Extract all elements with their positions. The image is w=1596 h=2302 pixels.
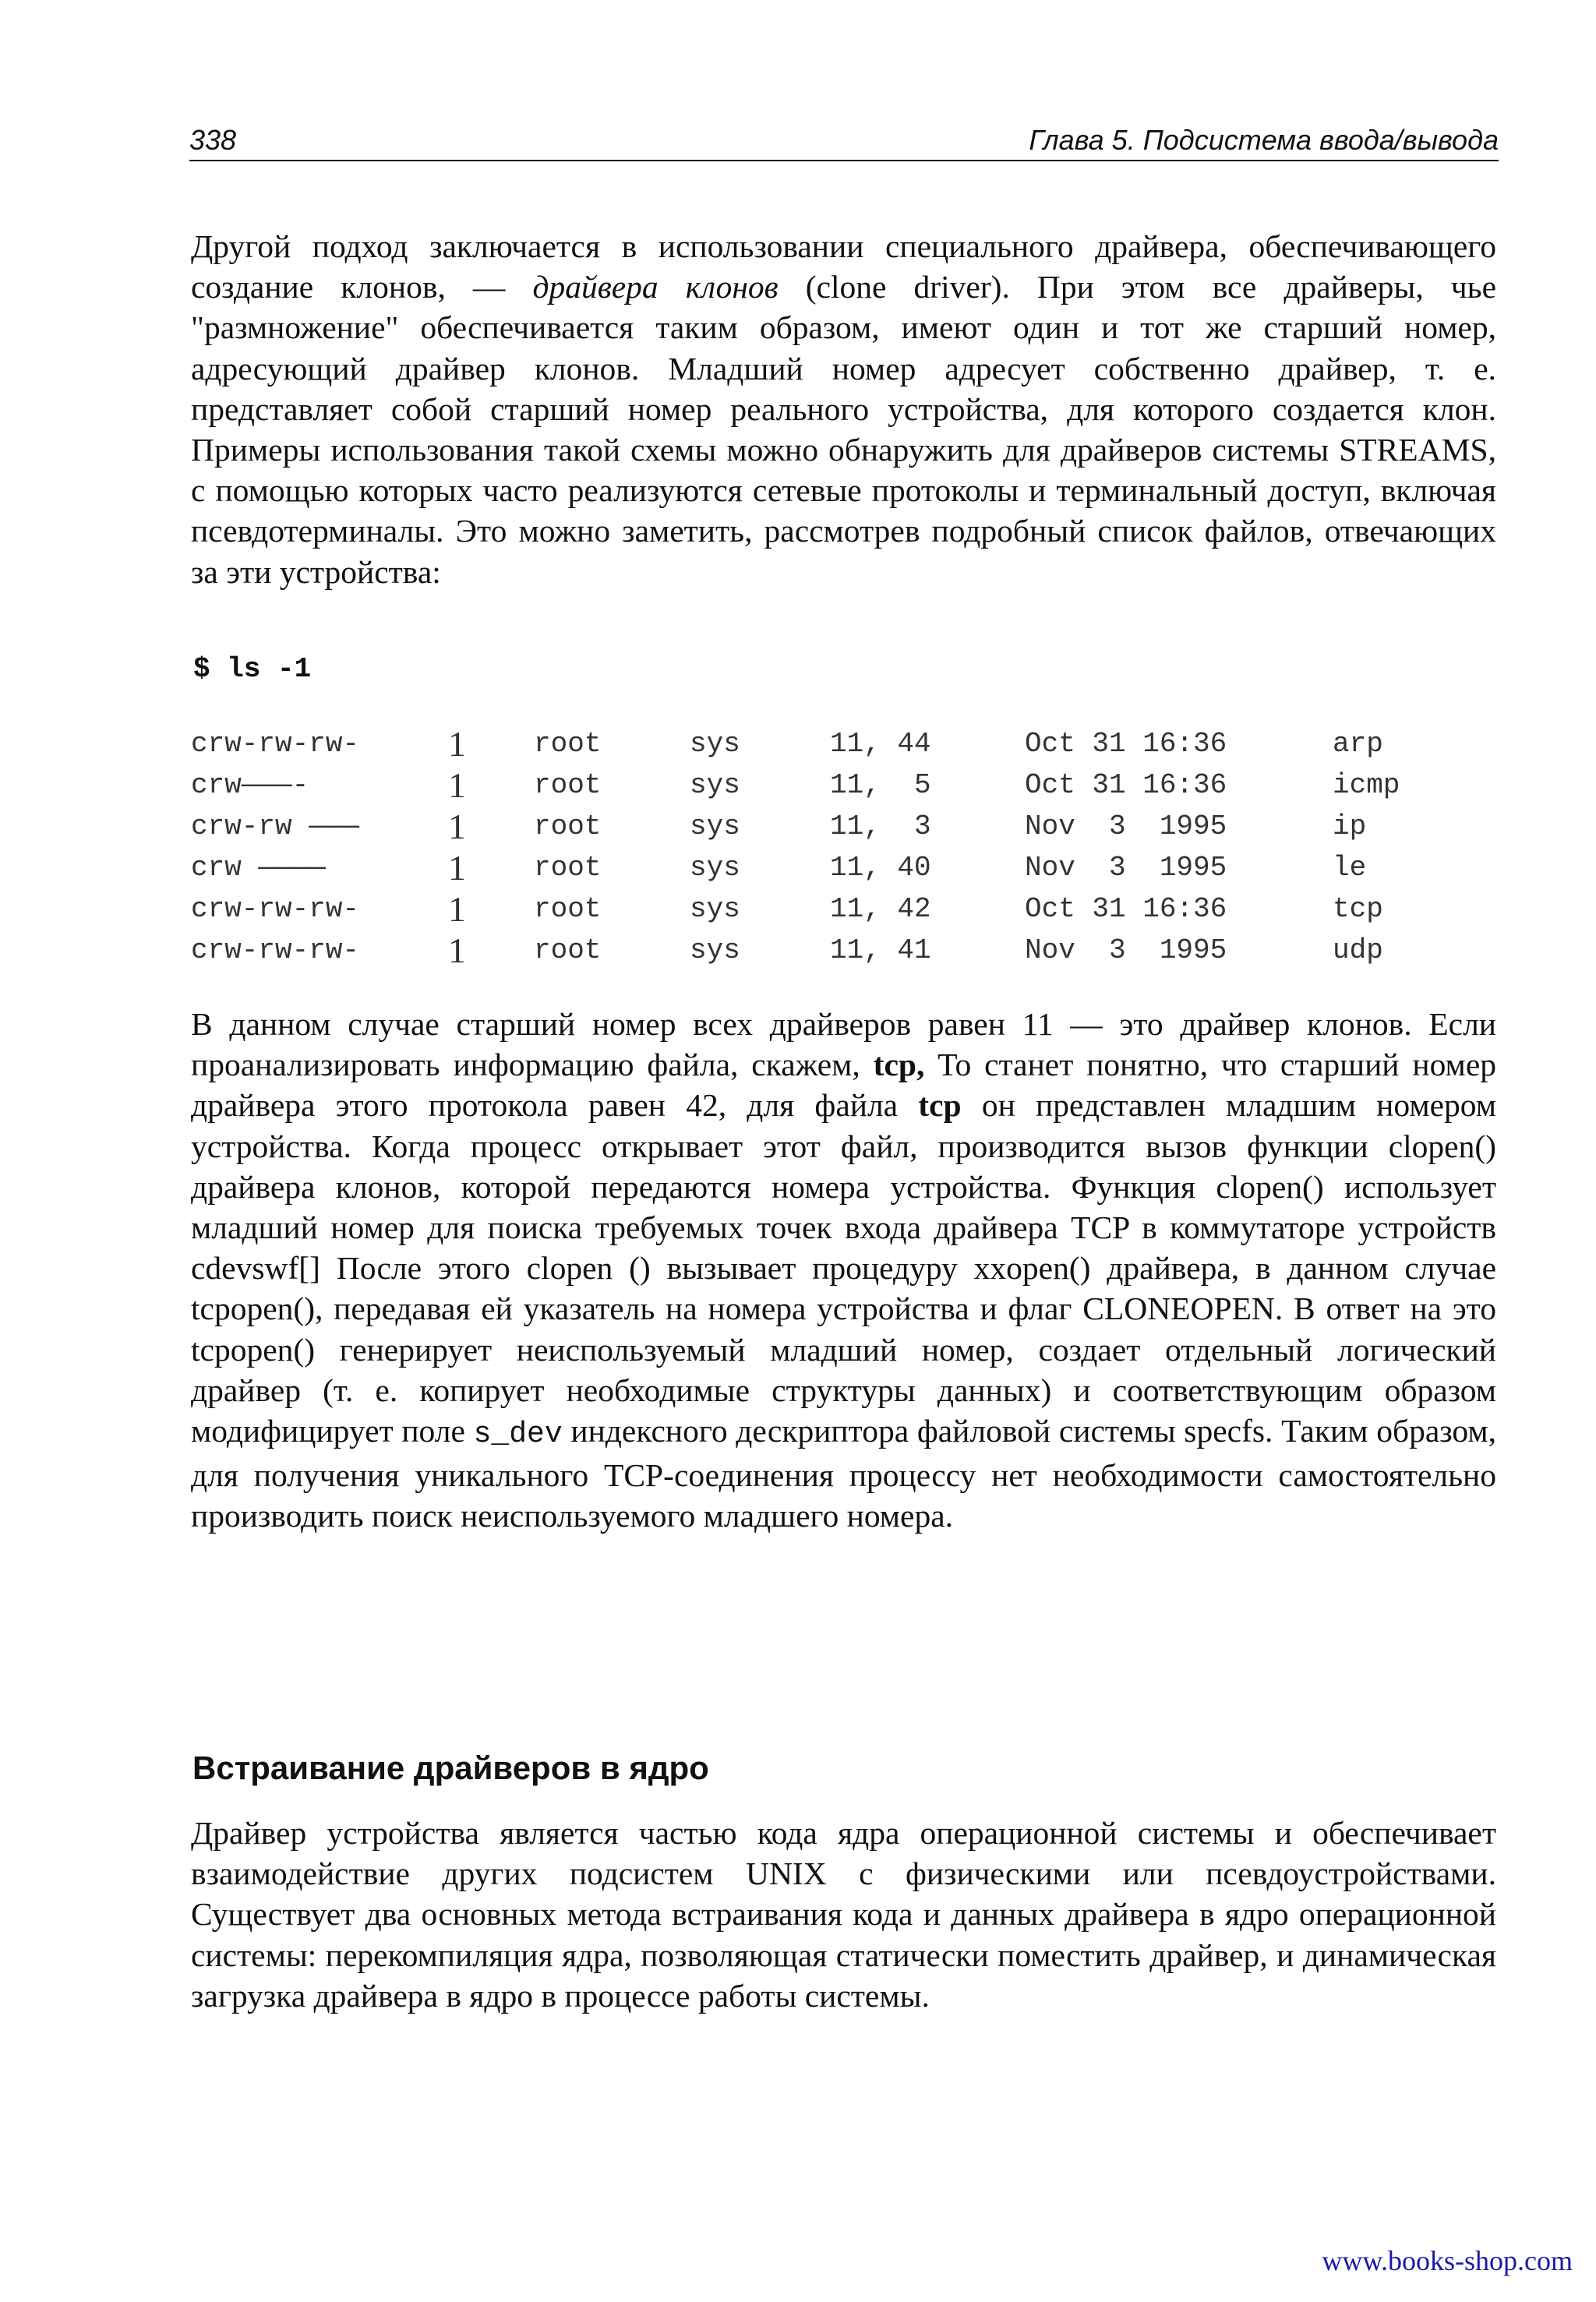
listing-row (191, 806, 1442, 847)
listing-cell-owner: root (534, 728, 602, 760)
listing-cell-name: icmp (1333, 769, 1400, 801)
listing-cell-date: Oct 31 16:36 (1025, 769, 1227, 801)
listing-cell-owner: root (534, 893, 602, 925)
listing-cell-dev: 11, 3 (830, 810, 931, 842)
listing-cell-date: Nov 3 1995 (1025, 810, 1227, 842)
listing-cell-perm: crw-rw ——— (191, 810, 360, 842)
listing-cell-dev: 11, 5 (830, 769, 931, 801)
listing-cell-dev: 11, 42 (830, 893, 931, 925)
listing-cell-perm: crw ———— (191, 852, 326, 884)
listing-cell-links: 1 (448, 765, 466, 805)
listing-cell-perm: crw-rw-rw- (191, 893, 360, 925)
listing-cell-date: Nov 3 1995 (1025, 852, 1227, 884)
listing-row (191, 847, 1442, 888)
term-clone-driver: драйвера клонов (532, 269, 779, 305)
page-number: 338 (189, 124, 237, 156)
listing-cell-owner: root (534, 934, 602, 966)
listing-cell-group: sys (690, 934, 740, 966)
listing-cell-group: sys (690, 769, 740, 801)
file-listing (191, 723, 1442, 971)
filename-tcp: tcp (918, 1087, 962, 1124)
listing-row (191, 930, 1442, 971)
listing-cell-dev: 11, 40 (830, 852, 931, 884)
listing-cell-group: sys (690, 893, 740, 925)
listing-cell-perm: crw-rw-rw- (191, 728, 360, 760)
listing-cell-name: tcp (1333, 893, 1383, 925)
listing-cell-name: le (1333, 852, 1367, 884)
shell-command: $ ls -1 (193, 653, 312, 685)
listing-row (191, 888, 1442, 930)
listing-cell-date: Oct 31 16:36 (1025, 893, 1227, 925)
listing-cell-owner: root (534, 852, 602, 884)
listing-row (191, 764, 1442, 806)
listing-cell-name: udp (1333, 934, 1383, 966)
listing-row (191, 723, 1442, 764)
running-header (189, 121, 1499, 161)
watermark-link[interactable]: www.books-shop.com (1322, 2245, 1573, 2276)
listing-cell-perm: crw———- (191, 769, 309, 801)
listing-cell-dev: 11, 44 (830, 728, 931, 760)
listing-cell-links: 1 (448, 930, 466, 970)
listing-cell-links: 1 (448, 848, 466, 888)
filename-tcp: tcp, (873, 1047, 925, 1083)
listing-cell-name: ip (1333, 810, 1367, 842)
listing-cell-perm: crw-rw-rw- (191, 934, 360, 966)
listing-cell-name: arp (1333, 728, 1383, 760)
listing-cell-group: sys (690, 810, 740, 842)
listing-cell-group: sys (690, 728, 740, 760)
listing-cell-links: 1 (448, 724, 466, 764)
listing-cell-links: 1 (448, 807, 466, 846)
listing-cell-owner: root (534, 769, 602, 801)
chapter-title: Глава 5. Подсистема ввода/вывода (1029, 124, 1499, 156)
listing-cell-date: Oct 31 16:36 (1025, 728, 1227, 760)
paragraph-clone-driver: Другой подход заключается в использовании специального драйвера, обеспечивающего создание клонов, — драйвера клонов (clone driver). При этом все драйверы, чье "размножение" обеспечивается таким образом, имеют один и тот же старший номер, адресующий драйвер клонов. Младший номер адресует собственно драйвер, т. е. представляет собой старший номер реального устройства, для которого создается клон. Примеры использования такой схемы можно обнаружить для драйверов системы STREAMS, с помощью которых часто реализуются сетевые протоколы и терминальный доступ, включая псевдотерминалы. Это можно заметить, рассмотрев подробный список файлов, отвечающих за эти устройства: (191, 228, 1496, 590)
listing-cell-group: sys (690, 852, 740, 884)
code-s-dev: s_dev (473, 1418, 563, 1452)
paragraph-embedding-drivers: Драйвер устройства является частью кода ядра операционной системы и обеспечивает взаимодействие других подсистем UNIX с физическими или псевдоустройствами. Существует два основных метода встраивания кода и данных драйвера в ядро операционной системы: перекомпиляция ядра, позволяющая статически поместить драйвер, и динамическая загрузка драйвера в ядро в процессе работы системы. (191, 1815, 1496, 2014)
paragraph-clone-explanation: В данном случае старший номер всех драйверов равен 11 — это драйвер клонов. Если проанализировать информацию файла, скажем, tcp, То станет понятно, что старший номер драйвера этого протокола равен 42, для файла tcp он представлен младшим номером устройства. Когда процесс открывает этот файл, производится вызов функции clopen() драйвера клонов, которой передаются номера устройства. Функция clopen() использует младший номер для поиска требуемых точек входа драйвера TCP в коммутаторе устройств cdevswf[] После этого clopen () вызывает процедуру xxopen() драйвера, в данном случае tcpopen(), передавая ей указатель на номера устройства и флаг CLONEOPEN. В ответ на это tcpopen() генерирует неиспользуемый младший номер, создает отдельный логический драйвер (т. е. копирует необходимые структуры данных) и соответствующим образом модифицирует поле s_dev индексного дескриптора файловой системы specfs. Таким образом, для получения уникального TCP-соединения процессу нет необходимости самостоятельно производить поиск неиспользуемого младшего номера. (191, 1006, 1497, 1534)
listing-cell-dev: 11, 41 (830, 934, 931, 966)
section-heading: Встраивание драйверов в ядро (192, 1749, 709, 1786)
listing-cell-owner: root (534, 810, 602, 842)
listing-cell-date: Nov 3 1995 (1025, 934, 1227, 966)
listing-cell-links: 1 (448, 889, 466, 929)
